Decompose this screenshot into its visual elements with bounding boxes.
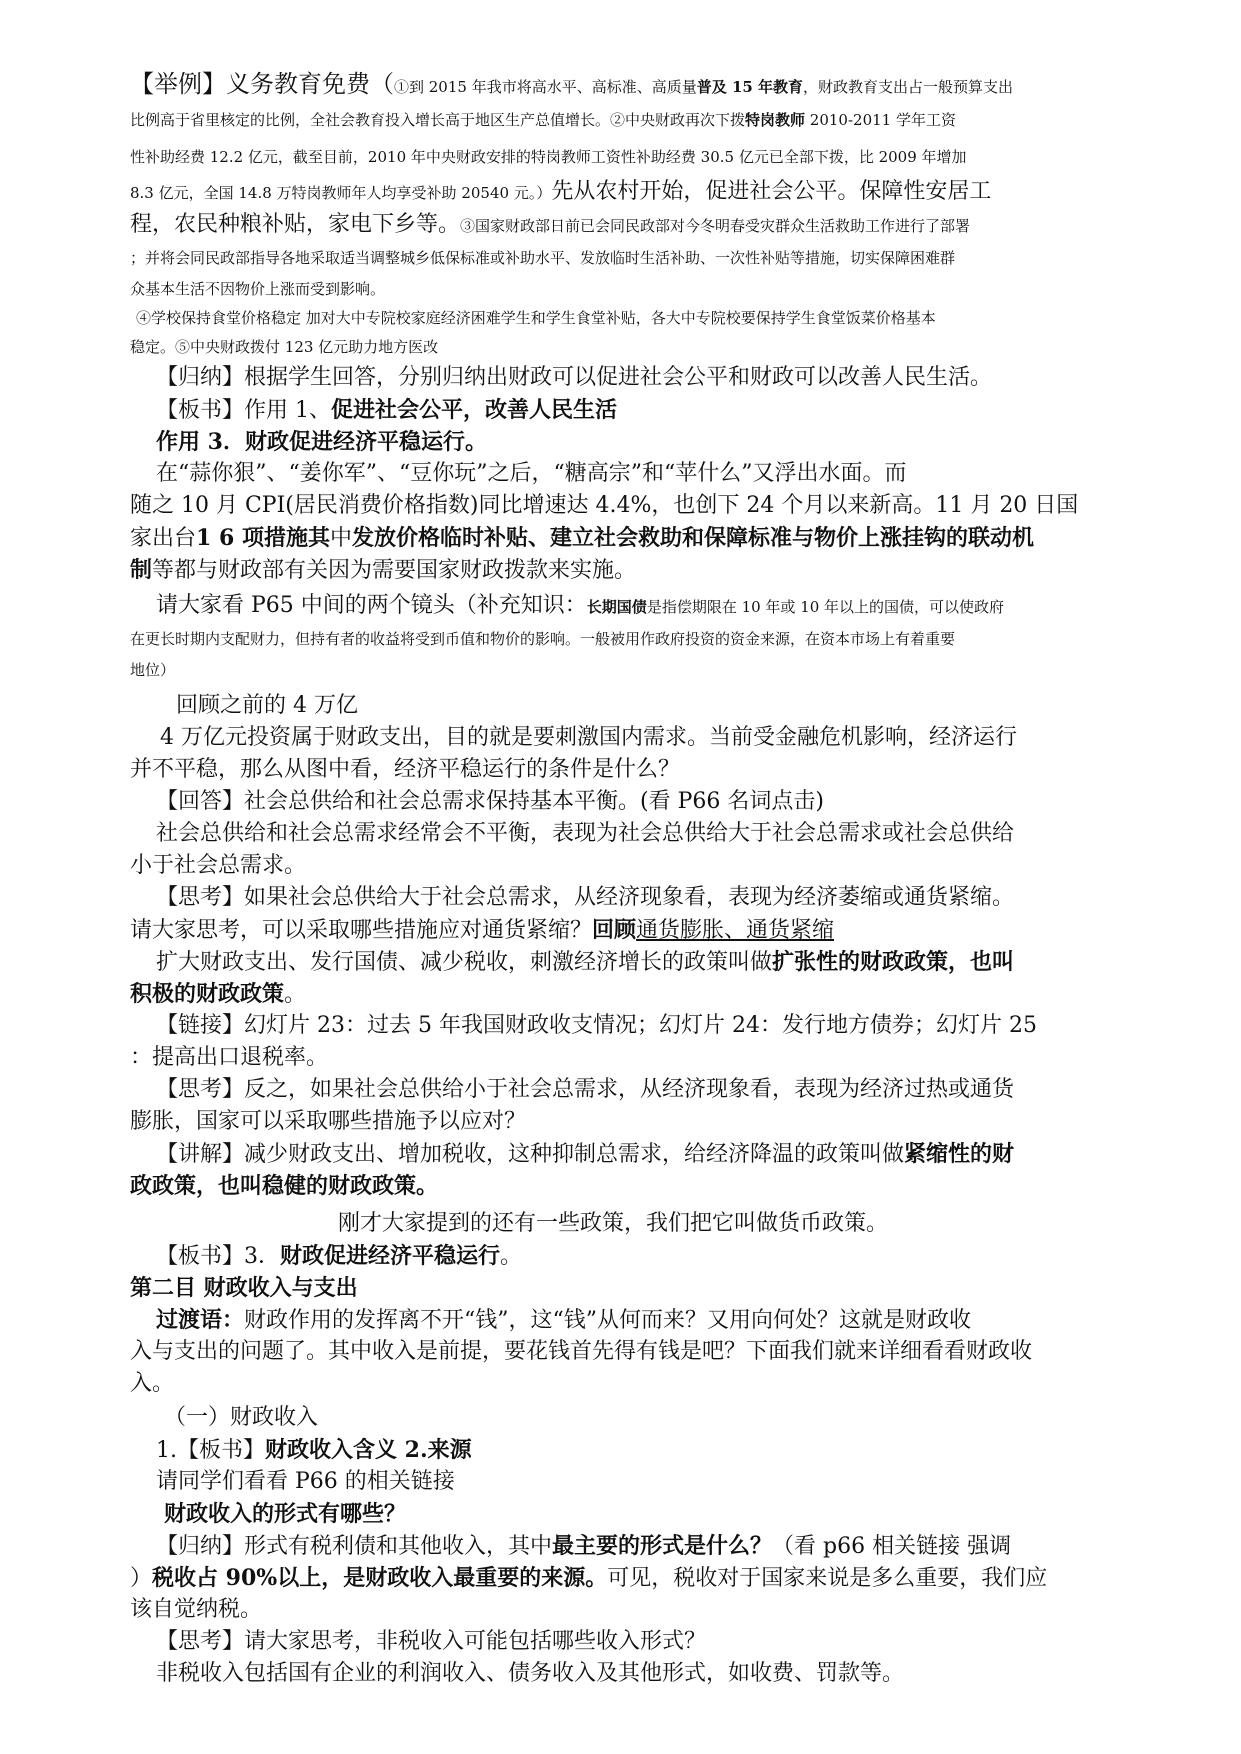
- text-run: 【归纳】根据学生回答，分别归纳出财政可以促进社会公平和财政可以改善人民生活。: [156, 365, 993, 390]
- text-line: [130, 107, 956, 133]
- text-run: 家出台: [130, 526, 197, 551]
- text-line: [130, 754, 680, 786]
- text-line: [156, 1010, 1037, 1042]
- text-run: 可见，税收对于国家来说是多么重要，我们应: [607, 1566, 1048, 1591]
- text-run: ；并将会同民政部指导各地采取适当调整城乡低保标准或补助水平、发放临时生活补助、一次性补贴等措施，切实保障困难群: [130, 249, 956, 267]
- text-run: 【思考】反之，如果社会总供给小于社会总需求，从经济现象看，表现为经济过热或通货: [156, 1077, 1015, 1102]
- text-run: ④学校保持食堂价格稳定 加对大中专院校家庭经济困难学生和学生食堂补贴，各大中专院校要保持学生食堂饭菜价格基本: [136, 309, 936, 327]
- text-run: （一）财政收入: [164, 1405, 319, 1430]
- text-line: [156, 1240, 522, 1273]
- text-run: 该自觉纳税。: [130, 1597, 263, 1622]
- bold-run: 促进社会公平，改善人民生活: [331, 397, 618, 423]
- bold-run: 1 6 项措施其: [196, 525, 330, 551]
- text-run: 8.3 亿元，全国 14.8 万特岗教师年人均享受补助 20540 元。）: [130, 184, 552, 202]
- text-line: [130, 490, 1078, 522]
- text-line: [156, 946, 1014, 979]
- text-line: [156, 590, 1004, 623]
- bold-run: 税收占 90%以上，是财政收入最重要的来源。: [152, 1565, 608, 1591]
- bold-run: 财政收入含义 2.来源: [265, 1437, 472, 1463]
- text-line: [130, 1594, 262, 1626]
- text-run: 请同学们看看 P66 的相关链接: [156, 1469, 455, 1494]
- text-line: [156, 818, 1014, 850]
- text-run: 膨胀，国家可以采取哪些措施予以应对？: [130, 1109, 527, 1134]
- underlined-run: 通货膨胀、通货紧缩: [636, 918, 835, 943]
- text-run: ①到 2015 年我市将高水平、高标准、高质量: [394, 78, 697, 96]
- text-line: [130, 1562, 1047, 1595]
- text-line: [130, 978, 306, 1011]
- text-line: [130, 68, 1013, 103]
- bold-run: 作用 3．财政促进经济平稳运行。: [156, 429, 487, 455]
- text-run: 众基本生活不因物价上涨而受到影响。: [130, 280, 386, 298]
- bold-run: 制: [130, 557, 153, 583]
- text-run: 先从农村开始，促进社会公平。保障性安居工: [551, 179, 992, 204]
- text-run: 【板书】作用 1、: [156, 398, 331, 423]
- text-line: [130, 1170, 438, 1203]
- text-line: [156, 362, 992, 394]
- text-line: [130, 245, 955, 271]
- text-run: 财政作用的发挥离不开“钱”，这“钱”从何而来？又用向何处？这就是财政收: [244, 1308, 972, 1333]
- text-line: [130, 176, 991, 209]
- text-run: 入。: [130, 1371, 175, 1396]
- text-run: 【思考】请大家思考，非税收入可能包括哪些收入形式？: [156, 1629, 707, 1654]
- text-line: [156, 1304, 971, 1337]
- text-line: [156, 1466, 455, 1498]
- bold-run: 紧缩性的财: [904, 1141, 1015, 1167]
- text-run: 并不平稳，那么从图中看，经济平稳运行的条件是什么？: [130, 757, 681, 782]
- text-run: 【板书】3．: [156, 1244, 280, 1269]
- text-run: 【链接】幻灯片 23：过去 5 年我国财政收支情况；幻灯片 24：发行地方债券；幻灯片 25: [156, 1013, 1037, 1038]
- text-line: [156, 1626, 706, 1658]
- text-line: [156, 1530, 1011, 1563]
- text-line: [156, 1658, 904, 1690]
- text-run: 非税收入包括国有企业的利润收入、债务收入及其他形式，如收费、罚款等。: [156, 1661, 905, 1686]
- text-run: 程，农民种粮补贴，家电下乡等。: [130, 212, 461, 237]
- text-line: [156, 394, 617, 427]
- text-run: 性补助经费 12.2 亿元，截至目前，2010 年中央财政安排的特岗教师工资性补助经费 30.5 亿元已全部下拨，比 2009 年增加: [130, 148, 967, 166]
- text-run: 随之 10 月 CPI(居民消费价格指数)同比增速达 4.4%，也创下 24 个月以来新高。11 月 20 日国: [130, 493, 1079, 518]
- text-run: 请大家看 P65 中间的两个镜头（补充知识：: [156, 593, 587, 618]
- section-heading: [130, 1272, 358, 1305]
- text-run: （看 p66 相关链接 强调: [772, 1534, 1012, 1559]
- text-run: ，财政教育支出占一般预算支出: [803, 78, 1014, 96]
- text-run: 【归纳】形式有税利债和其他收入，其中: [156, 1534, 553, 1559]
- text-run: 1.【板书】: [156, 1438, 265, 1463]
- text-line: [156, 1138, 1014, 1171]
- text-run: 中: [329, 526, 352, 551]
- bold-run: 政政策，也叫稳健的财政政策。: [130, 1173, 439, 1199]
- text-line: [130, 1336, 1032, 1368]
- text-line: [156, 458, 906, 490]
- text-run: 2010-2011 学年工资: [805, 111, 956, 129]
- bold-run: 财政收入的形式有哪些？: [164, 1501, 407, 1527]
- bold-run: 扩张性的财政政策，也叫: [772, 949, 1015, 975]
- bold-run: 长期国债: [586, 598, 647, 616]
- text-run: 稳定。⑤中央财政拨付 123 亿元助力地方医改: [130, 338, 439, 356]
- text-run: 在“蒜你狠”、“姜你军”、“豆你玩”之后，“糖高宗”和“苹什么”又浮出水面。而: [156, 461, 907, 486]
- text-run: 社会总供给和社会总需求经常会不平衡，表现为社会总供给大于社会总需求或社会总供给: [156, 821, 1015, 846]
- bold-run: 第二目 财政收入与支出: [130, 1275, 358, 1301]
- bold-run: 回顾: [592, 917, 637, 943]
- text-line: [164, 1498, 406, 1531]
- bold-run: 特岗教师: [745, 111, 806, 129]
- text-run: 扩大财政支出、发行国债、减少税收，刺激经济增长的政策叫做: [156, 950, 773, 975]
- text-line: [160, 722, 1017, 754]
- text-line: [136, 305, 936, 331]
- text-run: 4 万亿元投资属于财政支出，目的就是要刺激国内需求。当前受金融危机影响，经济运行: [160, 725, 1017, 750]
- text-run: 【回答】社会总供给和社会总需求保持基本平衡。(看 P66 名词点击): [156, 789, 824, 814]
- bold-run: 财政促进经济平稳运行: [280, 1243, 501, 1269]
- bold-run: 普及 15 年教育: [696, 78, 804, 96]
- text-run: 地位）: [130, 661, 176, 679]
- text-line: [156, 1434, 472, 1467]
- text-line: [130, 334, 438, 360]
- text-run: 【讲解】减少财政支出、增加税收，这种抑制总需求，给经济降温的政策叫做: [156, 1142, 905, 1167]
- text-run: ：提高出口退税率。: [130, 1045, 329, 1070]
- text-line: [176, 690, 358, 722]
- text-run: 比例高于省里核定的比例，全社会教育投入增长高于地区生产总值增长。②中央财政再次下拨: [130, 111, 746, 129]
- text-line: [130, 276, 385, 302]
- text-line: [130, 914, 834, 947]
- text-line: [130, 1368, 174, 1400]
- text-run: 【举例】义务教育免费（: [130, 70, 394, 98]
- text-run: 刚才大家提到的还有一些政策，我们把它叫做货币政策。: [338, 1211, 889, 1236]
- text-line: [130, 850, 306, 882]
- bold-run: 积极的财政政策: [130, 981, 285, 1007]
- text-run: 请大家思考，可以采取哪些措施应对通货紧缩？: [130, 918, 593, 943]
- text-line: [164, 1402, 318, 1434]
- text-line: [156, 426, 487, 459]
- text-line: [130, 144, 967, 170]
- text-run: ③国家财政部日前已会同民政部对今冬明春受灾群众生活救助工作进行了部署: [460, 217, 971, 235]
- text-line: [130, 522, 1034, 555]
- bold-run: 过渡语：: [156, 1307, 245, 1333]
- text-line: [130, 657, 175, 683]
- text-line: [130, 554, 636, 587]
- text-line: [130, 626, 955, 652]
- text-run: 。: [284, 982, 307, 1007]
- text-run: 入与支出的问题了。其中收入是前提，要花钱首先得有钱是吧？下面我们就来详细看看财政收: [130, 1339, 1033, 1364]
- text-line: [338, 1208, 888, 1240]
- text-line: [130, 1042, 328, 1074]
- text-line: [156, 1074, 1014, 1106]
- text-run: 在更长时期内支配财力，但持有者的收益将受到币值和物价的影响。一般被用作政府投资的资金来源，在资本市场上有着重要: [130, 630, 956, 648]
- text-run: 等都与财政部有关因为需要国家财政拨款来实施。: [152, 558, 637, 583]
- text-line: [156, 786, 824, 818]
- text-line: [156, 882, 1014, 914]
- text-run: 是指偿期限在 10 年或 10 年以上的国债，可以使政府: [646, 598, 1005, 616]
- text-line: [130, 1106, 526, 1138]
- text-line: [130, 209, 970, 242]
- text-run: 小于社会总需求。: [130, 853, 307, 878]
- bold-run: 发放价格临时补贴、建立社会救助和保障标准与物价上涨挂钩的联动机: [351, 525, 1034, 551]
- text-run: 【思考】如果社会总供给大于社会总需求，从经济现象看，表现为经济萎缩或通货紧缩。: [156, 885, 1015, 910]
- bold-run: 最主要的形式是什么？: [552, 1533, 773, 1559]
- text-run: 回顾之前的 4 万亿: [176, 693, 358, 718]
- text-run: ）: [130, 1566, 153, 1591]
- text-run: 。: [500, 1244, 523, 1269]
